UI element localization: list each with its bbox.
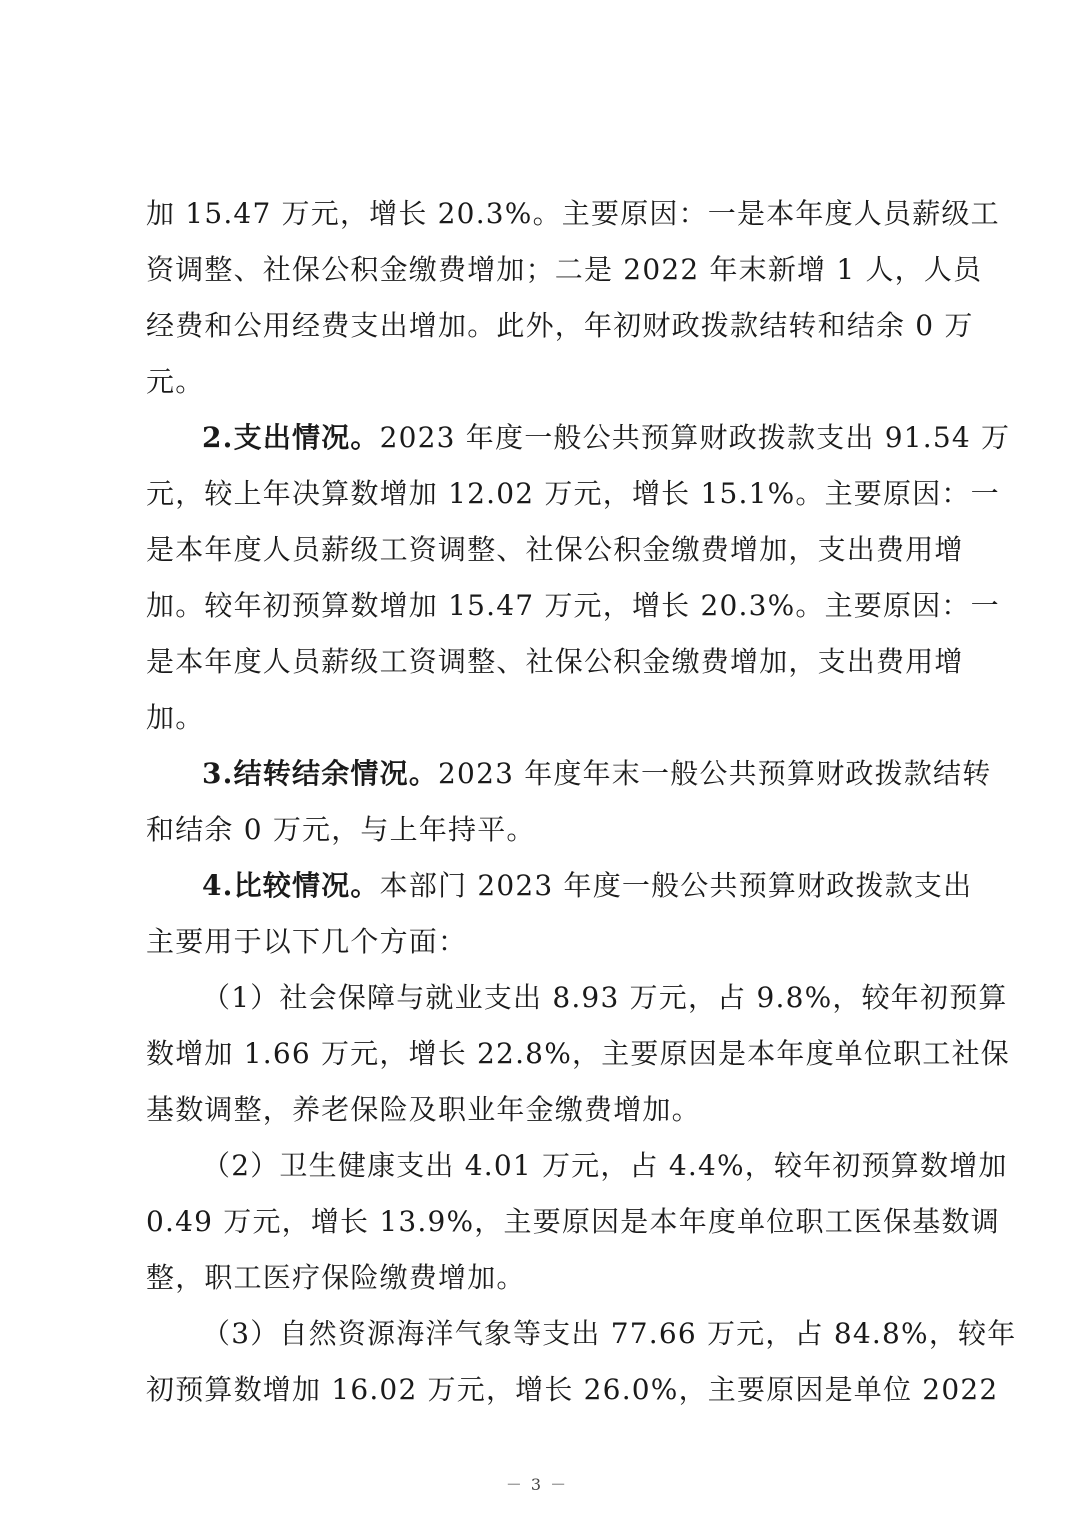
paragraph-text: 2023 年度一般公共预算财政拨款支出 91.54 万 [379, 421, 1011, 454]
section-heading-expenditure: 2.支出情况。 [202, 421, 380, 454]
paragraph-line: 元，较上年决算数增加 12.02 万元，增长 15.1%。主要原因：一 [146, 477, 1000, 510]
section-heading-carryover: 3.结转结余情况。 [202, 757, 439, 790]
paragraph-line [146, 858, 973, 914]
paragraph-line: 基数调整，养老保险及职业年金缴费增加。 [146, 1093, 701, 1126]
paragraph-line: 是本年度人员薪级工资调整、社保公积金缴费增加，支出费用增 [146, 645, 964, 678]
list-item-health: （2）卫生健康支出 4.01 万元，占 4.4%，较年初预算数增加 [202, 1149, 1008, 1182]
paragraph-line: 资调整、社保公积金缴费增加；二是 2022 年末新增 1 人，人员 [146, 253, 983, 286]
section-heading-comparison: 4.比较情况。 [202, 869, 380, 902]
paragraph-line: 数增加 1.66 万元，增长 22.8%，主要原因是本年度单位职工社保 [146, 1037, 1010, 1070]
paragraph-line: 初预算数增加 16.02 万元，增长 26.0%，主要原因是单位 2022 [146, 1373, 999, 1406]
paragraph-line: 整，职工医疗保险缴费增加。 [146, 1261, 526, 1294]
paragraph-line: 加。较年初预算数增加 15.47 万元，增长 20.3%。主要原因：一 [146, 589, 1000, 622]
page-number: － 3 － [505, 1475, 569, 1494]
list-item-social-security: （1）社会保障与就业支出 8.93 万元，占 9.8%，较年初预算 [202, 981, 1008, 1014]
paragraph-line [146, 746, 992, 802]
paragraph-line: 0.49 万元，增长 13.9%，主要原因是本年度单位职工医保基数调 [146, 1205, 1000, 1238]
paragraph-line: 是本年度人员薪级工资调整、社保公积金缴费增加，支出费用增 [146, 533, 964, 566]
paragraph-text: 2023 年度年末一般公共预算财政拨款结转 [438, 757, 992, 790]
paragraph-line [146, 410, 1011, 466]
paragraph-line: 经费和公用经费支出增加。此外，年初财政拨款结转和结余 0 万 [146, 309, 974, 342]
paragraph-line: 加 15.47 万元，增长 20.3%。主要原因：一是本年度人员薪级工 [146, 197, 1000, 230]
paragraph-text: 本部门 2023 年度一般公共预算财政拨款支出 [379, 869, 973, 902]
paragraph-line: 元。 [146, 365, 205, 398]
paragraph-line: 和结余 0 万元，与上年持平。 [146, 813, 536, 846]
paragraph-line: 加。 [146, 701, 205, 734]
list-item-natural-resources: （3）自然资源海洋气象等支出 77.66 万元，占 84.8%，较年 [202, 1317, 1017, 1350]
paragraph-line: 主要用于以下几个方面： [146, 925, 468, 958]
